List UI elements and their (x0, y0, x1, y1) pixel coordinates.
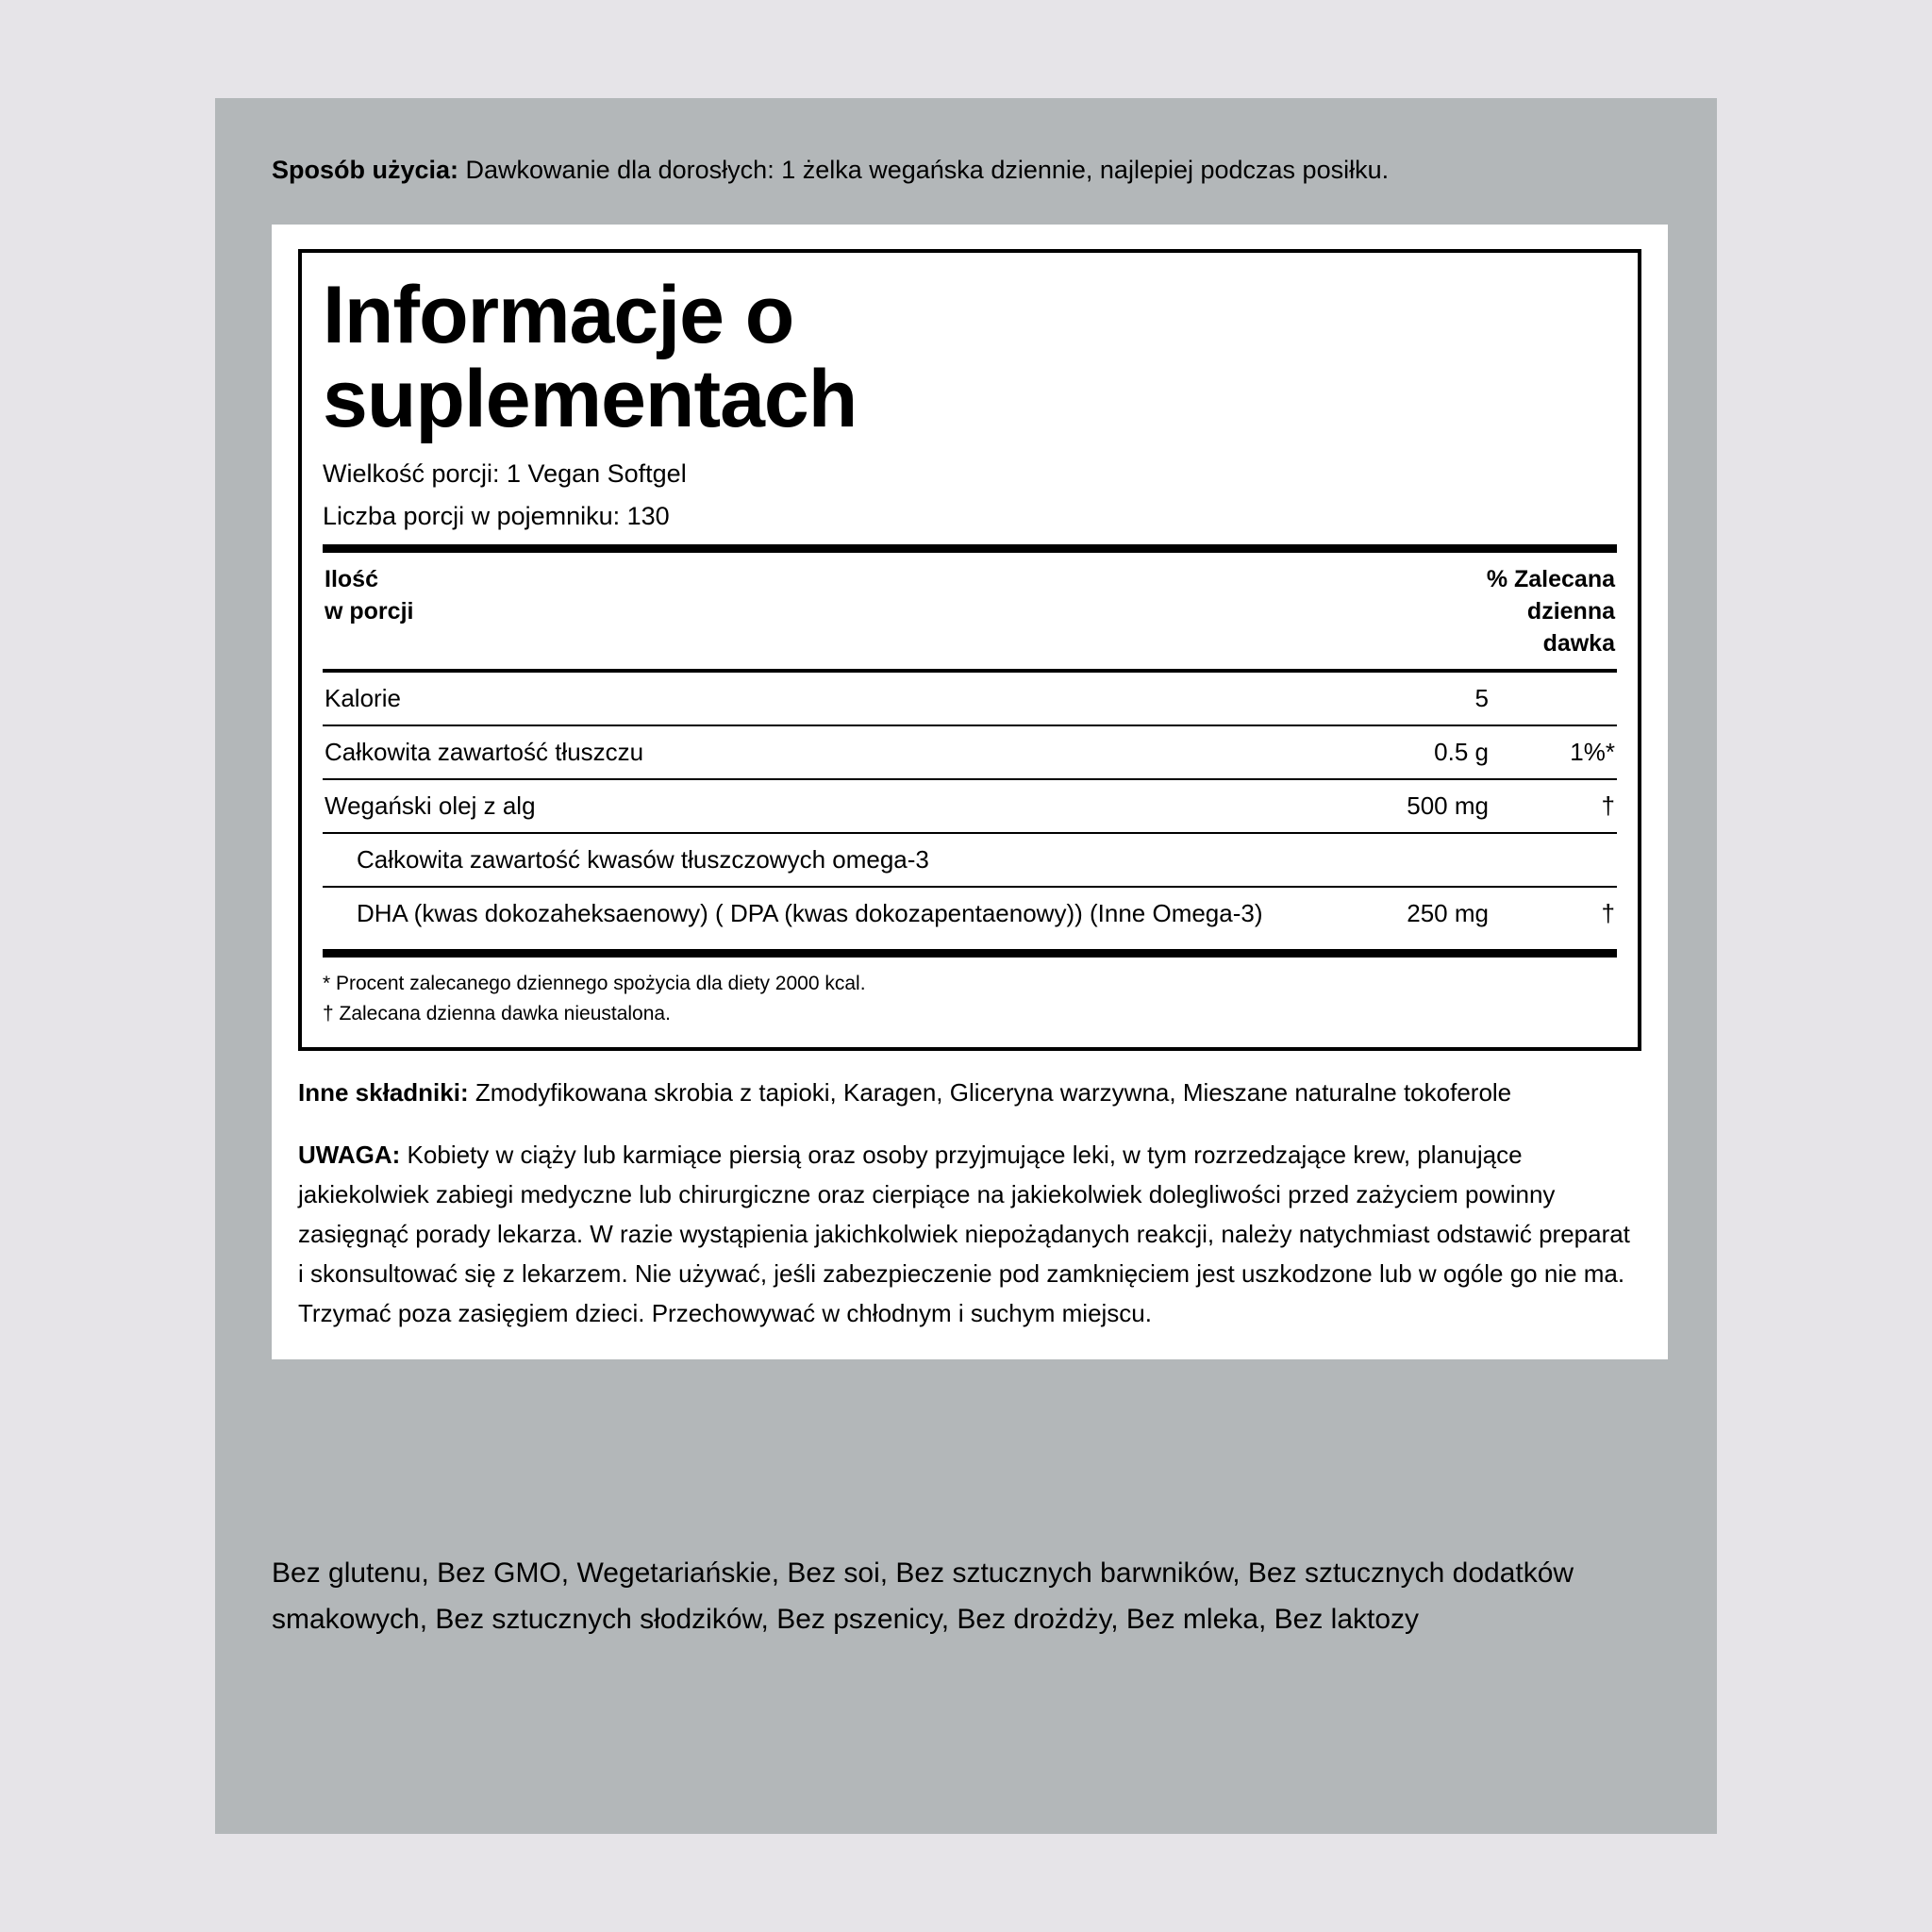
footnote-percent-dv: * Procent zalecanego dziennego spożycia dla diety 2000 kcal. (323, 973, 866, 995)
footnotes (323, 958, 1617, 1028)
footnote-dagger: † Zalecana dzienna dawka nieustalona. (323, 1002, 671, 1024)
table-row (323, 833, 1617, 887)
dv-header-line3: dawka (1542, 629, 1615, 657)
supplement-panel (272, 225, 1668, 1359)
nutrient-daily-value: † (1601, 899, 1615, 928)
other-ingredients (298, 1075, 1641, 1109)
warning-block (298, 1135, 1641, 1334)
nutrient-amount: 250 mg (1407, 899, 1489, 928)
other-ingredients-label: Inne składniki: (298, 1078, 469, 1108)
nutrition-table-header (323, 553, 1617, 669)
other-ingredients-text: Zmodyfikowana skrobia z tapioki, Karagen, Gliceryna warzywna, Mieszane naturalne tokoferole (468, 1078, 1512, 1108)
table-row (323, 887, 1617, 940)
warning-label: UWAGA: (298, 1140, 401, 1169)
nutrient-name: Całkowita zawartość tłuszczu (323, 725, 1270, 779)
directions-line (272, 153, 1668, 187)
label-page (215, 98, 1717, 1834)
daily-value-header (1487, 564, 1615, 659)
supplement-facts-box (298, 249, 1641, 1051)
directions-text: Dawkowanie dla dorosłych: 1 żelka wegańska dziennie, najlepiej podczas posiłku. (458, 156, 1390, 184)
table-row (323, 673, 1617, 725)
nutrient-name: Kalorie (323, 673, 1270, 725)
servings-per-container: Liczba porcji w pojemniku: 130 (323, 502, 670, 531)
table-row (323, 725, 1617, 779)
dv-header-line2: dzienna (1526, 597, 1615, 625)
nutrient-amount: 500 mg (1270, 779, 1491, 833)
product-claims: Bez glutenu, Bez GMO, Wegetariańskie, Bez soi, Bez sztucznych barwników, Bez sztucznych dodatków smakowych, Bez sztucznych słodzików, Bez pszenicy, Bez drożdży, Bez mleka, Bez laktozy (272, 1557, 1574, 1635)
dv-header-line1: % Zalecana (1486, 566, 1615, 593)
warning-text: Kobiety w ciąży lub karmiące piersią oraz osoby przyjmujące leki, w tym rozrzedzające krew, planujące jakiekolwiek zabiegi medyczne lub chirurgiczne oraz cierpiące na jakiekolwiek dolegliwości przed zażyciem powinny zasięgnąć porady lekarza. W razie wystąpienia jakichkolwiek niepożądanych reakcji, należy natychmiast odstawić preparat i skonsultować się z lekarzem. Nie używać, jeśli zabezpieczenie pod zamknięciem jest uszkodzone lub w ogóle go nie ma. Trzymać poza zasięgiem dzieci. Przechowywać w chłodnym i suchym miejscu. (298, 1140, 1630, 1328)
amount-header-line1: Ilość (325, 566, 378, 593)
divider-thick-bottom (323, 949, 1617, 958)
nutrient-daily-value (1491, 833, 1617, 887)
nutrient-amount: 5 (1270, 673, 1491, 725)
table-row (323, 779, 1617, 833)
serving-size: Wielkość porcji: 1 Vegan Softgel (323, 458, 687, 488)
divider-thick-top (323, 544, 1617, 553)
nutrition-table (323, 673, 1617, 940)
nutrient-daily-value (1491, 673, 1617, 725)
nutrient-amount (1270, 833, 1491, 887)
directions-label: Sposób użycia: (272, 156, 459, 184)
nutrient-daily-value: 1%* (1491, 725, 1617, 779)
nutrient-name: Wegański olej z alg (323, 779, 1270, 833)
nutrient-amount: 0.5 g (1270, 725, 1491, 779)
nutrient-daily-value: † (1491, 779, 1617, 833)
supplement-facts-title: Informacje o suplementach (323, 270, 858, 445)
amount-header-line2: w porcji (325, 597, 414, 625)
amount-per-serving-header (325, 564, 413, 628)
nutrient-name: DHA (kwas dokozaheksaenowy) ( DPA (kwas dokozapentaenowy)) (Inne Omega-3) (357, 899, 1263, 928)
nutrient-name: Całkowita zawartość kwasów tłuszczowych omega-3 (323, 833, 1270, 887)
